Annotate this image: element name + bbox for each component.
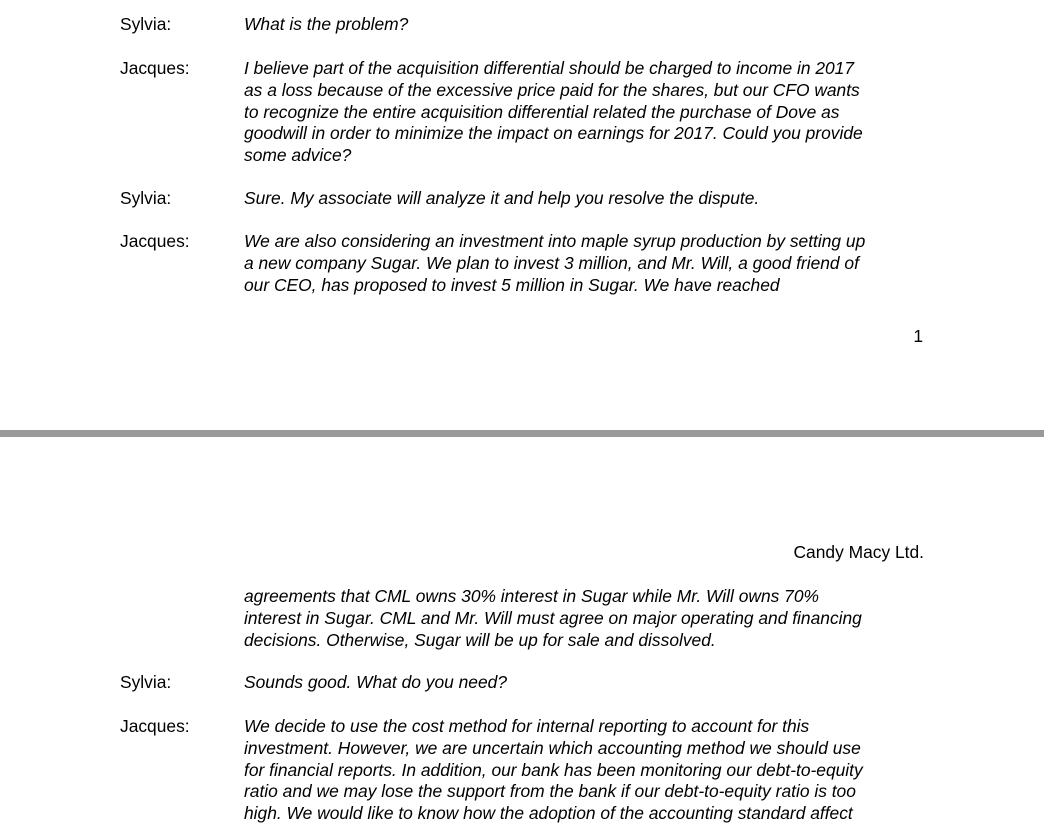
speech-text [244, 672, 934, 694]
page-header-company: Candy Macy Ltd. [793, 542, 924, 562]
speech-line: What is the problem? [244, 14, 409, 34]
speech-line: agreements that CML owns 30% interest in Sugar while Mr. Will owns 70% [244, 586, 819, 606]
speech-line: ratio and we may lose the support from the bank if our debt-to-equity ratio is too [244, 781, 856, 802]
speech-line: as a loss because of the excessive price paid for the shares, but our CFO wants [244, 79, 860, 100]
speech-text [244, 188, 934, 210]
speaker-label: Jacques: [120, 716, 190, 736]
speech-line: high. We would like to know how the adoption of the accounting standard affect [244, 803, 853, 824]
speech-line: to recognize the entire acquisition differential related the purchase of Dove as [244, 101, 840, 122]
speech-line: interest in Sugar. CML and Mr. Will must agree on major operating and financing [244, 607, 862, 628]
speaker-label: Sylvia: [120, 14, 172, 34]
speech-line: Sounds good. What do you need? [244, 672, 507, 692]
speech-text [244, 716, 934, 824]
speech-line: We decide to use the cost method for internal reporting to account for this [244, 716, 810, 736]
speech-line: investment. However, we are uncertain which accounting method we should use [244, 737, 861, 758]
speech-line: We are also considering an investment into maple syrup production by setting up [244, 231, 866, 251]
speech-line: for financial reports. In addition, our bank has been monitoring our debt-to-equity [244, 759, 863, 780]
speech-line: our CEO, has proposed to invest 5 million in Sugar. We have reached [244, 274, 780, 295]
speech-text [244, 14, 934, 36]
speech-line: Sure. My associate will analyze it and help you resolve the dispute. [244, 188, 760, 208]
speech-line: I believe part of the acquisition differential should be charged to income in 2017 [244, 58, 855, 78]
speaker-label: Sylvia: [120, 672, 172, 692]
speech-text [244, 231, 934, 296]
speech-text [244, 586, 934, 651]
speaker-label: Sylvia: [120, 188, 172, 208]
speaker-label: Jacques: [120, 58, 190, 78]
speech-line: some advice? [244, 145, 352, 166]
speech-text [244, 58, 934, 167]
speech-line: goodwill in order to minimize the impact on earnings for 2017. Could you provide [244, 123, 863, 144]
speaker-label: Jacques: [120, 231, 190, 251]
speech-line: a new company Sugar. We plan to invest 3 million, and Mr. Will, a good friend of [244, 252, 859, 273]
speech-line: decisions. Otherwise, Sugar will be up for sale and dissolved. [244, 629, 716, 650]
page-separator [0, 430, 1044, 437]
document-page-2 [0, 437, 1044, 824]
page-number: 1 [913, 326, 923, 346]
